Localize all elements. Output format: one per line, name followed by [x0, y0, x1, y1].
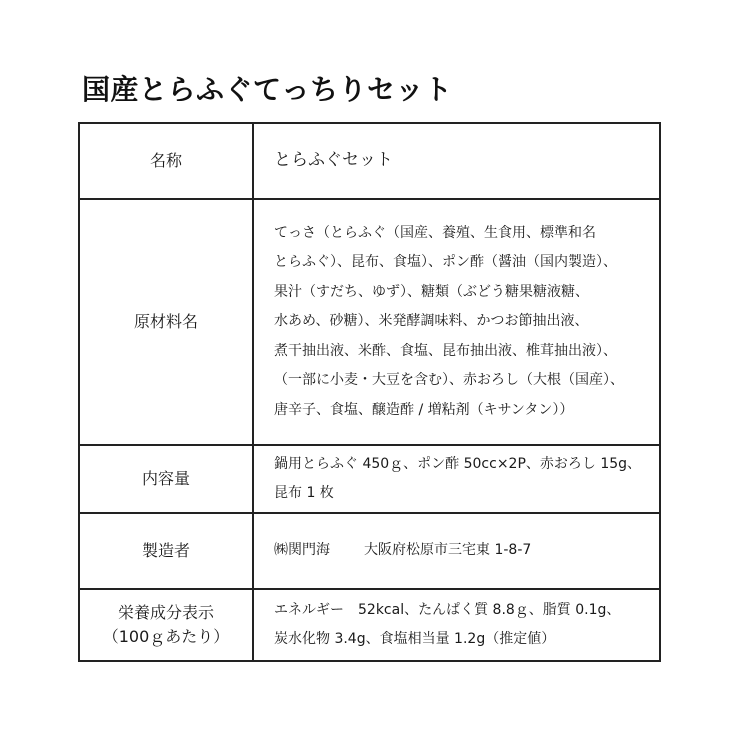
contents-line: 鍋用とらふぐ 450ｇ、ポン酢 50cc×2P、赤おろし 15g、 [274, 455, 642, 472]
table-row-maker [79, 513, 660, 589]
maker-label: 製造者 [79, 513, 253, 589]
table-row-contents [79, 445, 660, 513]
contents-value [253, 445, 660, 513]
ingredients-label: 原材料名 [79, 199, 253, 445]
product-info-table [78, 122, 661, 662]
ingredients-line: 煮干抽出液、米酢、食塩、昆布抽出液、椎茸抽出液）、 [274, 342, 617, 359]
ingredients-line: てっさ（とらふぐ（国産、養殖、生食用、標準和名 [274, 224, 596, 241]
ingredients-line: 果汁（すだち、ゆず）、糖類（ぶどう糖果糖液糖、 [274, 283, 589, 300]
nutrition-line: エネルギー 52kcal、たんぱく質 8.8ｇ、脂質 0.1g、 [274, 601, 621, 618]
table-row-name [79, 123, 660, 199]
maker-value [253, 513, 660, 589]
ingredients-line: とらふぐ）、昆布、食塩）、ポン酢（醤油（国内製造）、 [274, 254, 617, 271]
table-row-ingredients [79, 199, 660, 445]
contents-label: 内容量 [79, 445, 253, 513]
nutrition-label-line: （100ｇあたり） [102, 627, 230, 646]
name-label: 名称 [79, 123, 253, 199]
nutrition-label [79, 589, 253, 661]
nutrition-line: 炭水化物 3.4g、食塩相当量 1.2g（推定値） [274, 631, 556, 647]
page-title: 国産とらふぐてっちりセット [82, 73, 453, 106]
ingredients-line: 水あめ、砂糖）、米発酵調味料、かつお節抽出液、 [274, 313, 589, 330]
nutrition-value [253, 589, 660, 661]
nutrition-label-line: 栄養成分表示 [117, 603, 214, 622]
table-row-nutrition [79, 589, 660, 661]
ingredients-value [253, 199, 660, 445]
maker-company: ㈱関門海 [274, 542, 330, 559]
name-value: とらふぐセット [253, 123, 660, 199]
contents-line: 昆布 1 枚 [274, 485, 334, 501]
ingredients-line: 唐辛子、食塩、醸造酢 / 増粘剤（キサンタン）） [274, 401, 574, 418]
maker-address: 大阪府松原市三宅東 1-8-7 [364, 542, 532, 559]
ingredients-line: （一部に小麦・大豆を含む）、赤おろし（大根（国産）、 [274, 372, 624, 389]
